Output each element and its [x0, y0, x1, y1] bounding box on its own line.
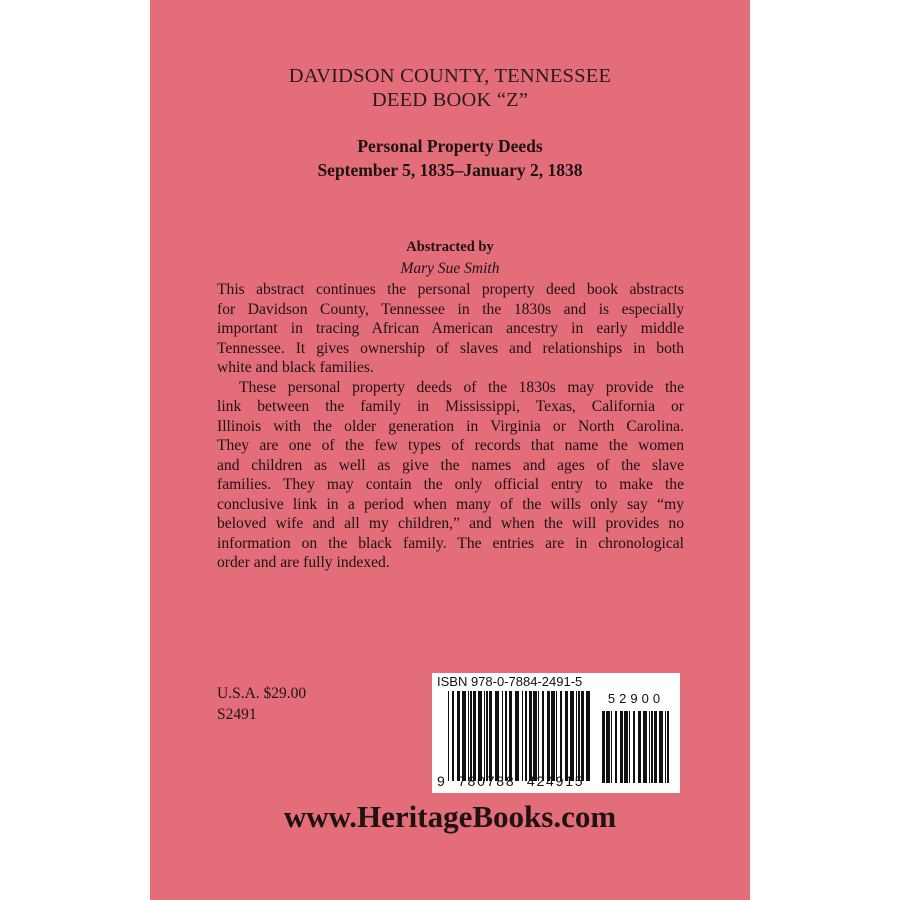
book-back-cover [150, 0, 750, 900]
subtitle-line-1: Personal Property Deeds [357, 136, 543, 156]
barcode-bar [565, 691, 568, 781]
barcode-bar [638, 711, 641, 783]
book-subtitle [150, 134, 750, 182]
sku: S2491 [217, 706, 257, 723]
barcode-bar [452, 691, 454, 781]
barcode-bar [578, 691, 580, 781]
paragraph-line: beloved wife and all my children,” and when the will provides no [217, 515, 684, 532]
barcode-bar [570, 691, 574, 781]
paragraph-line: conclusive link in a period when many of the wills only say “my [217, 495, 684, 513]
barcode-bar [522, 691, 523, 781]
author-name: Mary Sue Smith [400, 260, 500, 277]
barcode-bar [457, 691, 460, 781]
barcode-bar [448, 691, 449, 781]
barcode-bar [606, 711, 610, 783]
price: U.S.A. $29.00 [217, 685, 307, 702]
barcode-bar [473, 691, 476, 781]
subtitle-line-2: September 5, 1835–January 2, 1838 [317, 160, 583, 180]
barcode-bar [633, 711, 635, 783]
title-line-2: DEED BOOK “Z” [371, 89, 529, 111]
barcode-bar [576, 691, 577, 781]
paragraph-line: This abstract continues the personal property deed book abstracts [217, 281, 684, 298]
barcode-bar [551, 691, 555, 781]
barcode-bar [659, 711, 663, 783]
barcode-bar [643, 711, 647, 783]
barcode-bar [654, 711, 657, 783]
description-text [217, 280, 684, 573]
barcode-bar [468, 691, 469, 781]
book-title [150, 64, 750, 112]
barcode-bar [502, 691, 503, 781]
barcode-bar [615, 711, 617, 783]
barcode-bar [547, 691, 550, 781]
barcode-bar [602, 711, 605, 783]
barcode-bar [624, 711, 628, 783]
price-addon-code: 52900 [607, 691, 665, 706]
paragraph-line: families. They may contain the only official entry to make the [217, 476, 684, 493]
barcode-bar [505, 691, 507, 781]
paragraph-line: order and are fully indexed. [217, 554, 390, 571]
barcode-bar [515, 691, 519, 781]
barcode-bar [611, 711, 612, 783]
barcode-bar [538, 691, 539, 781]
barcode-bar [581, 691, 584, 781]
paragraph-line: important in tracing African American ancestry in early middle [217, 320, 684, 337]
paragraph-line: Tennessee. It gives ownership of slaves and relationships in both [217, 339, 684, 357]
paragraph-line: information on the black family. The entries are in chronological [217, 534, 684, 552]
abstracted-by-label: Abstracted by [406, 239, 494, 255]
barcode-bar [556, 691, 557, 781]
title-line-1: DAVIDSON COUNTY, TENNESSEE [288, 65, 612, 87]
barcode-bar [478, 691, 482, 781]
barcode-bar [586, 691, 590, 781]
paragraph-line: and children as well as give the names and ages of the slave [217, 456, 684, 474]
barcode-bar [495, 691, 499, 781]
price-block [217, 683, 306, 725]
paragraph-line: These personal property deeds of the 1830s may provide the [239, 378, 684, 396]
barcode-bar [665, 711, 666, 783]
barcode-bar [529, 691, 532, 781]
paragraph-line: They are one of the few types of records that name the women [217, 437, 684, 454]
barcode-bar [533, 691, 537, 781]
paragraph-line: for Davidson County, Tennessee in the 1830s and is especially [217, 300, 684, 318]
paragraph-line: white and black families. [217, 359, 374, 376]
barcode-bar [542, 691, 544, 781]
barcode-bar [462, 691, 466, 781]
barcode-bar [651, 711, 653, 783]
barcode-bar [489, 691, 492, 781]
barcode-bar [649, 711, 650, 783]
barcode-bar [509, 691, 512, 781]
barcode-bar [470, 691, 472, 781]
barcode-bar [484, 691, 485, 781]
isbn-barcode [432, 673, 680, 793]
barcode-bar [525, 691, 527, 781]
barcode-digits: 9 780788 424915 [437, 773, 585, 789]
barcode-bar [620, 711, 623, 783]
barcode-bar [667, 711, 669, 783]
barcode-bar [629, 711, 630, 783]
barcode-bar [486, 691, 488, 781]
paragraph-line: link between the family in Mississippi, Texas, California or [217, 398, 684, 415]
isbn-label: ISBN 978-0-7884-2491-5 [437, 674, 583, 689]
barcode-bar [560, 691, 562, 781]
publisher-website: www.HeritageBooks.com [283, 799, 617, 834]
paragraph-line: Illinois with the older generation in Virginia or North Carolina. [217, 417, 684, 435]
